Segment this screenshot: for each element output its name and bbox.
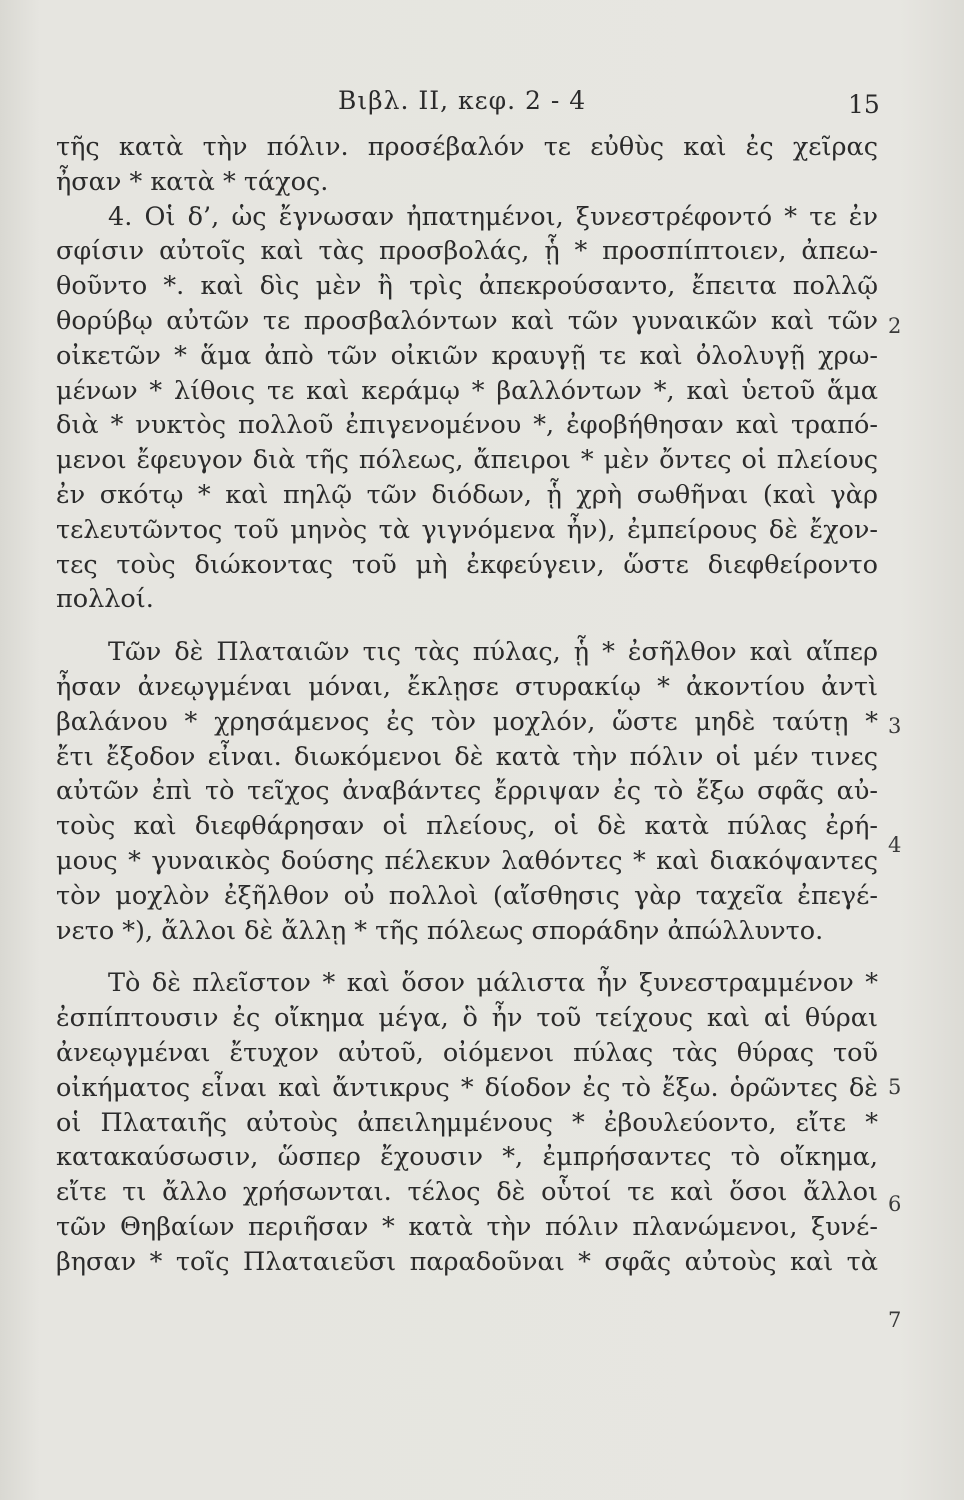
section-number: 5	[888, 1075, 902, 1099]
text-line: μένων * λίθοις τε καὶ κεράμῳ * βαλλόντων *, καὶ ὑετοῦ ἅμα	[56, 375, 878, 406]
text-line: τὸν μοχλὸν ἐξῆλθον οὐ πολλοὶ (αἴσθησις γὰρ ταχεῖα ἐπεγέ-	[56, 880, 878, 911]
text-line: τελευτῶντος τοῦ μηνὸς τὰ γιγνόμενα ἦν), ἐμπείρους δὲ ἔχον-	[56, 514, 878, 545]
paragraph-opening-line: Τῶν δὲ Πλαταιῶν τις τὰς πύλας, ᾗ * ἐσῆλθον καὶ αἵπερ	[108, 637, 878, 668]
text-line: τες τοὺς διώκοντας τοῦ μὴ ἐκφεύγειν, ὥστε διεφθείροντο	[56, 549, 878, 580]
running-title: Βιβλ. II, κεφ. 2 - 4	[338, 86, 587, 115]
section-number: 2	[888, 314, 902, 338]
text-line: τοὺς καὶ διεφθάρησαν οἱ πλείους, οἱ δὲ κατὰ πύλας ἐρή-	[56, 811, 878, 842]
chapter-opening-line: 4. Οἱ δ’, ὡς ἔγνωσαν ἠπατημένοι, ξυνεστρέφοντό * τε ἐν	[108, 201, 878, 232]
text-line: οἱ Πλαταιῆς αὐτοὺς ἀπειλημμένους * ἐβουλεύοντο, εἴτε *	[56, 1107, 878, 1138]
section-number: 6	[888, 1192, 902, 1216]
text-line: αὐτῶν ἐπὶ τὸ τεῖχος ἀναβάντες ἔρριψαν ἐς τὸ ἔξω σφᾶς αὐ-	[56, 776, 878, 807]
text-line: ἐσπίπτουσιν ἐς οἴκημα μέγα, ὃ ἦν τοῦ τείχους καὶ αἱ θύραι	[56, 1003, 878, 1034]
paragraph-gap	[56, 948, 878, 966]
section-number: 7	[888, 1308, 902, 1332]
text-line: εἴτε τι ἄλλο χρήσωνται. τέλος δὲ οὗτοί τε καὶ ὅσοι ἄλλοι	[56, 1177, 878, 1208]
body-text	[56, 130, 878, 1280]
text-line: μους * γυναικὸς δούσης πέλεκυν λαθόντες * καὶ διακόψαντες	[56, 845, 878, 876]
text-line: ἐν σκότῳ * καὶ πηλῷ τῶν διόδων, ᾗ χρὴ σωθῆναι (καὶ γὰρ	[56, 479, 878, 510]
paragraph-opening-line: Τὸ δὲ πλεῖστον * καὶ ὅσον μάλιστα ἦν ξυνεστραμμένον *	[108, 968, 878, 999]
section-number: 4	[888, 833, 902, 857]
text-line: θοῦντο *. καὶ δὶς μὲν ἢ τρὶς ἀπεκρούσαντο, ἔπειτα πολλῷ	[56, 271, 878, 302]
text-line: νετο *), ἄλλοι δὲ ἄλλῃ * τῆς πόλεως σποράδην ἀπώλλυντο.	[56, 915, 824, 946]
text-line: οἰκετῶν * ἅμα ἀπὸ τῶν οἰκιῶν κραυγῇ τε καὶ ὀλολυγῇ χρω-	[56, 340, 878, 371]
page-number: 15	[848, 90, 880, 119]
text-line: πολλοί.	[56, 584, 154, 615]
text-line: τῆς κατὰ τὴν πόλιν. προσέβαλόν τε εὐθὺς καὶ ἐς χεῖρας	[56, 132, 878, 162]
text-line: βησαν * τοῖς Πλαταιεῦσι παραδοῦναι * σφᾶς αὐτοὺς καὶ τὰ	[56, 1246, 878, 1277]
paragraph-gap	[56, 617, 878, 635]
text-line: ἦσαν * κατὰ * τάχος.	[56, 166, 329, 197]
text-line: ἀνεῳγμέναι ἔτυχον αὐτοῦ, οἰόμενοι πύλας τὰς θύρας τοῦ	[56, 1037, 878, 1068]
text-line: σφίσιν αὐτοῖς καὶ τὰς προσβολάς, ᾗ * προσπίπτοιεν, ἀπεω-	[56, 236, 878, 267]
text-line: διὰ * νυκτὸς πολλοῦ ἐπιγενομένου *, ἐφοβήθησαν καὶ τραπό-	[56, 410, 878, 441]
text-line: οἰκήματος εἶναι καὶ ἄντικρυς * δίοδον ἐς τὸ ἔξω. ὁρῶντες δὲ	[56, 1072, 878, 1103]
text-line: τῶν Θηβαίων περιῆσαν * κατὰ τὴν πόλιν πλανώμενοι, ξυνέ-	[56, 1211, 878, 1242]
text-line: ἦσαν ἀνεῳγμέναι μόναι, ἔκλῃσε στυρακίῳ * ἀκοντίου ἀντὶ	[56, 671, 878, 702]
text-line: βαλάνου * χρησάμενος ἐς τὸν μοχλόν, ὥστε μηδὲ ταύτῃ *	[56, 706, 878, 737]
text-line: θορύβῳ αὐτῶν τε προσβαλόντων καὶ τῶν γυναικῶν καὶ τῶν	[56, 305, 878, 336]
text-line: μενοι ἔφευγον διὰ τῆς πόλεως, ἄπειροι * μὲν ὄντες οἱ πλείους	[56, 445, 878, 476]
text-line: ἔτι ἔξοδον εἶναι. διωκόμενοι δὲ κατὰ τὴν πόλιν οἱ μέν τινες	[56, 741, 878, 772]
text-line: κατακαύσωσιν, ὥσπερ ἔχουσιν *, ἐμπρήσαντες τὸ οἴκημα,	[56, 1142, 878, 1173]
section-number: 3	[888, 714, 902, 738]
page-header	[0, 86, 964, 126]
